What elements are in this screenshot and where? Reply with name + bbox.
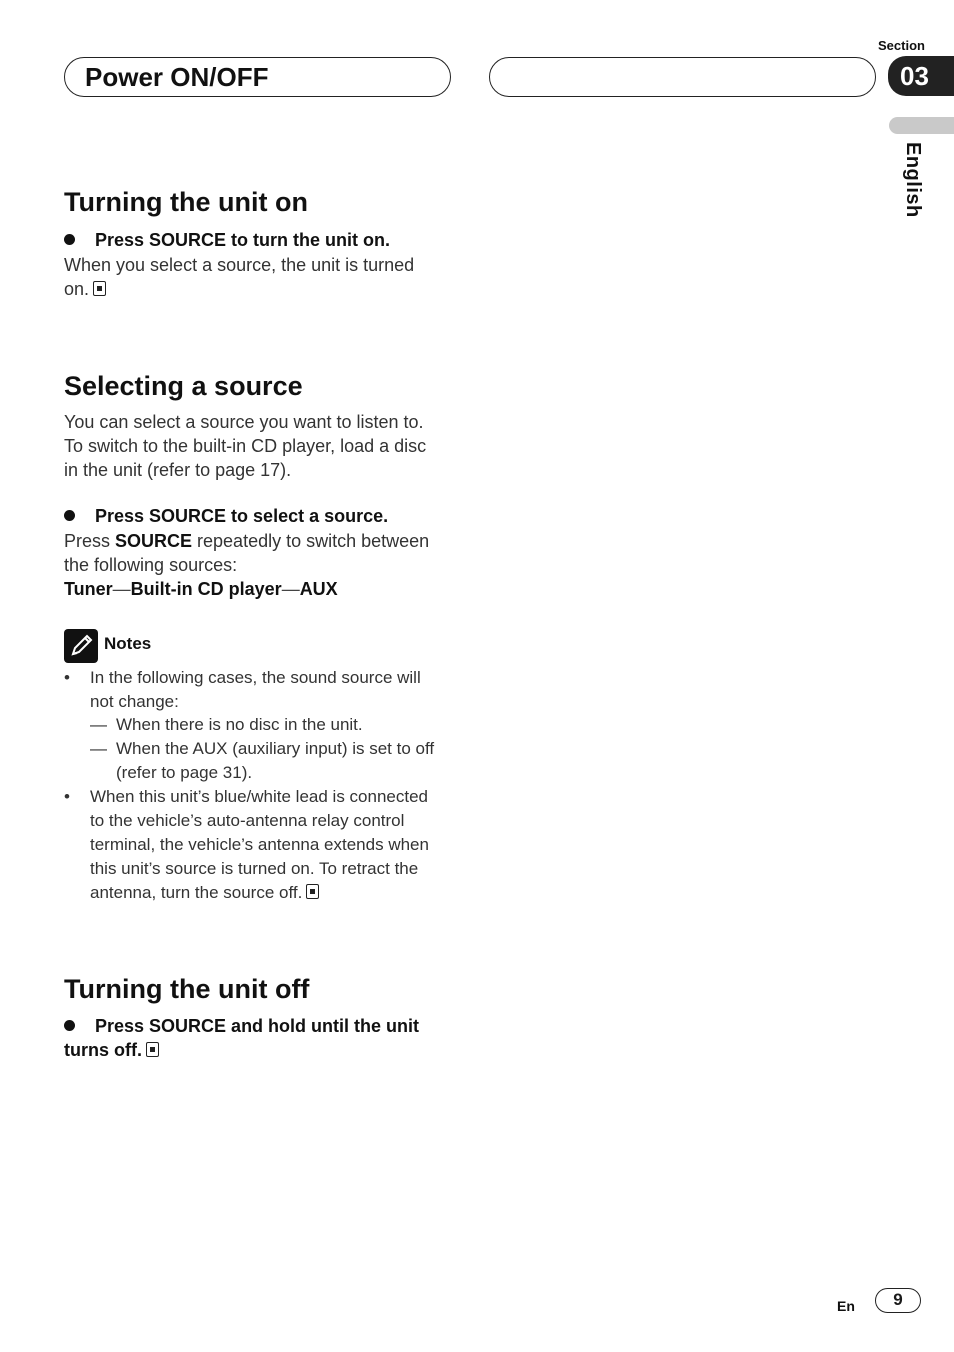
body-unit-on: When you select a source, the unit is turned on. [64,255,415,299]
language-tab [889,117,954,134]
heading-unit-off: Turning the unit off [64,974,310,1004]
end-mark-icon [306,884,319,899]
language-label: English [902,142,924,218]
header-blank-frame [489,57,876,97]
end-mark-icon [146,1042,159,1057]
note-subitem: — When there is no disc in the unit. [90,715,363,734]
bullet-dot-icon [64,234,75,245]
step-unit-off: Press SOURCE and hold until the unit turns off. [64,1016,420,1060]
end-mark-icon [93,281,106,296]
footer-lang-code: En [837,1298,855,1314]
body-select-source: Press SOURCE repeatedly to switch between the following sources: Tuner—Built-in CD player—AUX [64,529,464,601]
source-sequence: Tuner—Built-in CD player—AUX [64,579,338,599]
page-title: Power ON/OFF [85,62,269,92]
pencil-note-icon [64,629,98,663]
step-select-source: Press SOURCE to select a source. [64,504,388,528]
section-number: 03 [888,56,954,96]
bullet-dot-icon [64,1020,75,1031]
section-label: Section [878,38,925,53]
note-item: • In the following cases, the sound source will not change: [64,668,421,711]
heading-select-source: Selecting a source [64,371,303,401]
heading-unit-on: Turning the unit on [64,187,308,217]
notes-label: Notes [104,634,152,653]
note-item: • When this unit’s blue/white lead is connected to the vehicle’s auto-antenna relay control terminal, the vehicle’s antenna extends when this unit’s source is turned on. To retract the antenna, turn the source off. [64,787,429,902]
bullet-dot-icon [64,510,75,521]
note-subitem: — When the AUX (auxiliary input) is set to off (refer to page 31). [90,739,435,782]
header-title-frame [64,57,451,97]
step-unit-on: Press SOURCE to turn the unit on. [64,228,390,252]
page-number: 9 [875,1288,921,1313]
intro-select-source: You can select a source you want to listen to. To switch to the built-in CD player, load a disc in the unit (refer to page 17). [64,412,427,480]
